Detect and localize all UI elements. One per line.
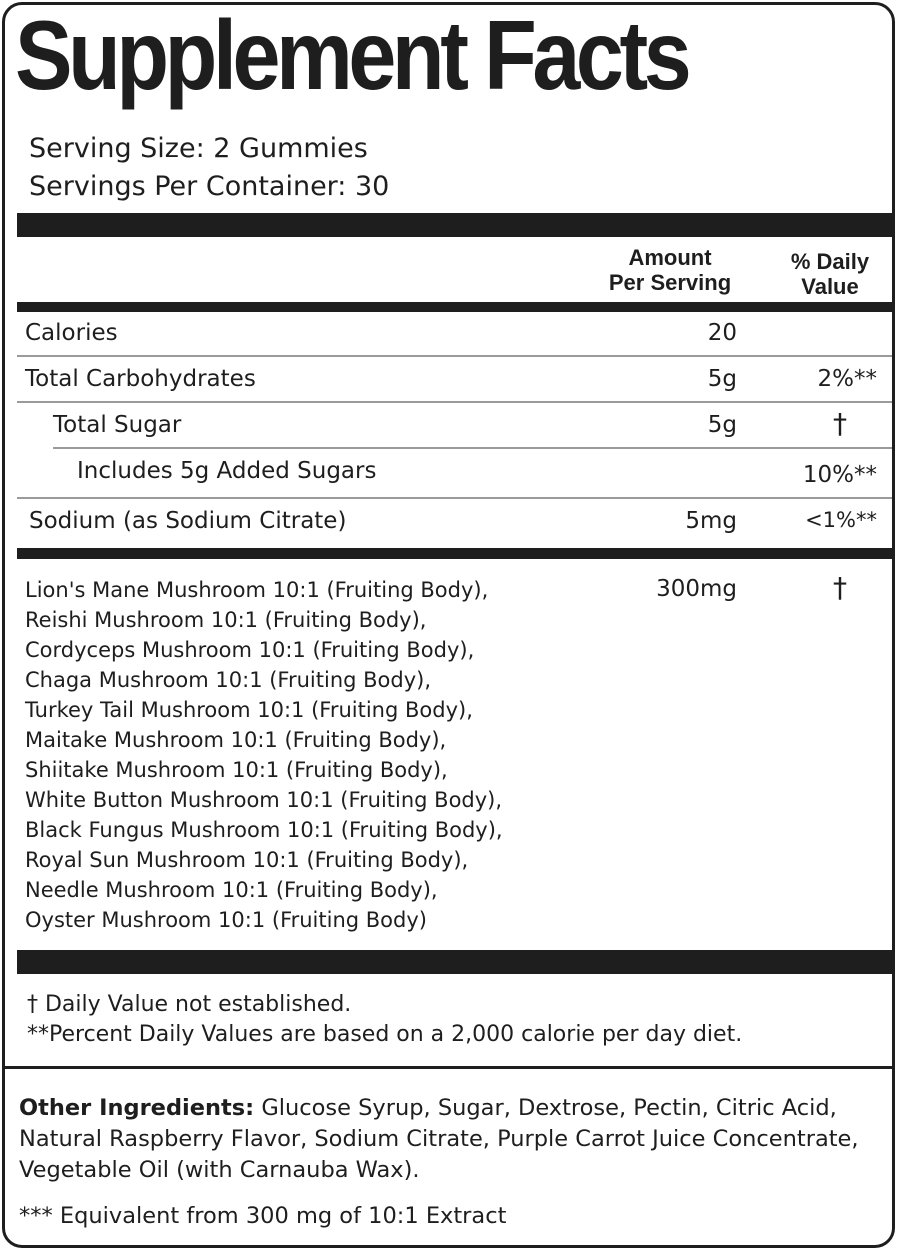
total-carbohydrates-dv: 2%** <box>817 366 877 392</box>
list-item: Needle Mushroom 10:1 (Fruiting Body), <box>25 878 438 902</box>
supplement-facts-panel <box>5 2 892 1069</box>
blend-dv: † <box>833 571 847 604</box>
mushroom-blend-list <box>25 575 503 935</box>
sodium-label: Sodium (as Sodium Citrate) <box>29 508 347 534</box>
blend-amount: 300mg <box>656 576 737 602</box>
medium-divider <box>17 548 895 559</box>
total-sugar-dv: † <box>833 407 847 440</box>
percent-daily-footnote: **Percent Daily Values are based on a 2,000 calorie per day diet. <box>27 1022 743 1047</box>
servings-per-container: Servings Per Container: 30 <box>29 171 390 202</box>
serving-size: Serving Size: 2 Gummies <box>29 133 368 164</box>
list-item: Oyster Mushroom 10:1 (Fruiting Body) <box>25 908 427 932</box>
supplement-label <box>2 2 895 1248</box>
list-item: Lion's Mane Mushroom 10:1 (Fruiting Body), <box>25 578 489 602</box>
page-title: Supplement Facts <box>15 2 688 110</box>
calories-amount: 20 <box>707 320 737 346</box>
amount-per-serving-header: Amount Per Serving <box>608 245 732 295</box>
list-item: Shiitake Mushroom 10:1 (Fruiting Body), <box>25 758 448 782</box>
list-item: White Button Mushroom 10:1 (Fruiting Body), <box>25 788 503 812</box>
other-ingredients-label: Other Ingredients: <box>19 1095 255 1121</box>
other-ingredients <box>19 1093 879 1186</box>
list-item: Black Fungus Mushroom 10:1 (Fruiting Body), <box>25 818 503 842</box>
thick-divider <box>17 213 895 237</box>
row-divider <box>17 355 895 357</box>
row-divider <box>17 401 895 403</box>
equivalent-note: *** Equivalent from 300 mg of 10:1 Extract <box>19 1203 507 1229</box>
row-divider <box>17 497 895 499</box>
added-sugars-dv: 10%** <box>802 462 877 488</box>
dagger-footnote: † Daily Value not established. <box>27 992 352 1017</box>
thick-divider <box>17 950 895 974</box>
sodium-dv: <1%** <box>805 508 877 532</box>
list-item: Maitake Mushroom 10:1 (Fruiting Body), <box>25 728 447 752</box>
list-item: Reishi Mushroom 10:1 (Fruiting Body), <box>25 608 427 632</box>
total-sugar-amount: 5g <box>707 412 737 438</box>
total-sugar-label: Total Sugar <box>53 412 182 438</box>
sodium-amount: 5mg <box>685 508 737 534</box>
other-ingredients-text: Glucose Syrup, Sugar, Dextrose, Pectin, Citric Acid, Natural Raspberry Flavor, Sodium Citrate, Purple Carrot Juice Concentrate, Vegetable Oil (with Carnauba Wax). <box>19 1095 859 1183</box>
total-carbohydrates-amount: 5g <box>707 366 737 392</box>
list-item: Turkey Tail Mushroom 10:1 (Fruiting Body), <box>25 698 473 722</box>
calories-label: Calories <box>25 320 118 346</box>
row-divider <box>53 447 895 449</box>
list-item: Cordyceps Mushroom 10:1 (Fruiting Body), <box>25 638 475 662</box>
list-item: Chaga Mushroom 10:1 (Fruiting Body), <box>25 668 432 692</box>
list-item: Royal Sun Mushroom 10:1 (Fruiting Body), <box>25 848 469 872</box>
medium-divider <box>17 302 895 312</box>
total-carbohydrates-label: Total Carbohydrates <box>25 366 256 392</box>
daily-value-header: % Daily Value <box>790 249 870 299</box>
added-sugars-label: Includes 5g Added Sugars <box>77 458 377 484</box>
